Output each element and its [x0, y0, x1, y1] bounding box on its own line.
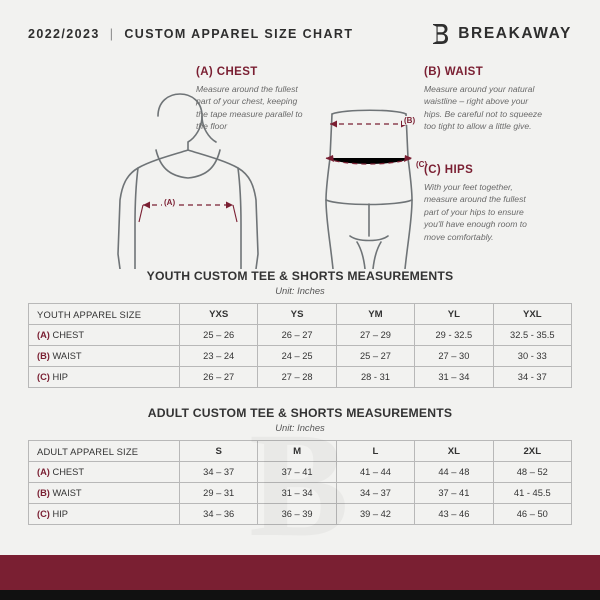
youth-r1-c1: 24 – 25 — [258, 346, 336, 367]
youth-size-table — [28, 303, 572, 388]
youth-r2-c0: 26 – 27 — [180, 367, 258, 388]
youth-r2-c4: 34 - 37 — [493, 367, 571, 388]
adult-r2-c1: 36 – 39 — [258, 504, 336, 525]
youth-row-2-code: (C) — [37, 372, 50, 382]
youth-r2-c2: 28 - 31 — [336, 367, 414, 388]
youth-r2-c3: 31 – 34 — [415, 367, 493, 388]
adult-row-2-code: (C) — [37, 509, 50, 519]
youth-table-title: YOUTH CUSTOM TEE & SHORTS MEASUREMENTS — [146, 269, 454, 283]
adult-r2-c4: 46 – 50 — [493, 504, 571, 525]
youth-r1-c0: 23 – 24 — [180, 346, 258, 367]
table-row — [29, 346, 572, 367]
adult-r2-c3: 43 – 46 — [415, 504, 493, 525]
callout-waist — [424, 66, 542, 133]
youth-r0-c2: 27 – 29 — [336, 325, 414, 346]
marker-waist-tag: (B) — [404, 116, 416, 125]
adult-r0-c3: 44 – 48 — [415, 462, 493, 483]
youth-col-2: YM — [336, 304, 414, 325]
youth-row-0-code: (A) — [37, 330, 50, 340]
background-watermark — [0, 410, 600, 560]
youth-r2-c1: 27 – 28 — [258, 367, 336, 388]
adult-r1-c2: 34 – 37 — [336, 483, 414, 504]
marker-chest-tag: (A) — [164, 198, 176, 207]
callout-hips-title: (C) HIPS — [424, 164, 474, 176]
brand-name: BREAKAWAY — [458, 25, 572, 42]
adult-col-3: XL — [415, 441, 493, 462]
callout-waist-title: (B) WAIST — [424, 66, 484, 78]
header-separator: | — [109, 27, 115, 41]
adult-row-1-name: WAIST — [52, 488, 82, 498]
adult-row-0-name: CHEST — [52, 467, 85, 477]
table-row — [29, 367, 572, 388]
header-title-group — [28, 27, 353, 41]
youth-r0-c4: 32.5 - 35.5 — [493, 325, 571, 346]
callout-waist-body: Measure around your natural waistline – right above your hips. Be careful not to squeeze too tight to allow a little give. — [424, 84, 543, 132]
youth-row-2-name: HIP — [52, 372, 68, 382]
youth-row-2-label — [29, 367, 180, 388]
adult-col-2: L — [336, 441, 414, 462]
adult-col-4: 2XL — [493, 441, 571, 462]
adult-r1-c0: 29 – 31 — [180, 483, 258, 504]
adult-r1-c1: 31 – 34 — [258, 483, 336, 504]
brand-lockup — [429, 22, 572, 46]
callout-chest — [196, 66, 306, 133]
adult-col-0: S — [180, 441, 258, 462]
breakaway-b-logo-icon — [429, 22, 449, 46]
youth-row-1-name: WAIST — [52, 351, 82, 361]
adult-r2-c2: 39 – 42 — [336, 504, 414, 525]
callout-chest-title: (A) CHEST — [196, 66, 258, 78]
youth-row-1-code: (B) — [37, 351, 50, 361]
adult-r2-c0: 34 – 36 — [180, 504, 258, 525]
measurement-diagram — [10, 54, 590, 269]
youth-col-3: YL — [415, 304, 493, 325]
youth-r0-c1: 26 – 27 — [258, 325, 336, 346]
adult-row-2-name: HIP — [52, 509, 68, 519]
season-label: 2022/2023 — [28, 27, 100, 41]
youth-row-0-name: CHEST — [52, 330, 85, 340]
adult-row-0-code: (A) — [37, 467, 50, 477]
adult-r0-c1: 37 – 41 — [258, 462, 336, 483]
youth-col-1: YS — [258, 304, 336, 325]
youth-r0-c3: 29 - 32.5 — [415, 325, 493, 346]
youth-row-0-label — [29, 325, 180, 346]
adult-row-1-code: (B) — [37, 488, 50, 498]
adult-table-subtitle: Unit: Inches — [275, 422, 325, 433]
adult-r1-c3: 37 – 41 — [415, 483, 493, 504]
adult-header-label: ADULT APPAREL SIZE — [29, 441, 180, 462]
youth-col-4: YXL — [493, 304, 571, 325]
table-header-row — [29, 304, 572, 325]
adult-r1-c4: 41 - 45.5 — [493, 483, 571, 504]
youth-header-label: YOUTH APPAREL SIZE — [29, 304, 180, 325]
youth-row-1-label — [29, 346, 180, 367]
callout-hips-body: With your feet together, measure around the fullest part of your hips to ensure you'll have enough room to move comfortably. — [424, 182, 527, 242]
footer-black-bar — [0, 590, 600, 600]
adult-table-title: ADULT CUSTOM TEE & SHORTS MEASUREMENTS — [147, 406, 453, 420]
adult-r0-c0: 34 – 37 — [180, 462, 258, 483]
adult-r0-c4: 48 – 52 — [493, 462, 571, 483]
youth-table-subtitle: Unit: Inches — [275, 285, 325, 296]
youth-r0-c0: 25 – 26 — [180, 325, 258, 346]
callout-chest-body: Measure around the fullest part of your chest, keeping the tape measure parallel to the floor — [196, 84, 303, 132]
adult-col-1: M — [258, 441, 336, 462]
youth-r1-c3: 27 – 30 — [415, 346, 493, 367]
marker-hips-tag: (C) — [416, 160, 428, 169]
youth-col-0: YXS — [180, 304, 258, 325]
youth-r1-c2: 25 – 27 — [336, 346, 414, 367]
youth-r1-c4: 30 - 33 — [493, 346, 571, 367]
table-row — [29, 325, 572, 346]
adult-r0-c2: 41 – 44 — [336, 462, 414, 483]
page-title: CUSTOM APPAREL SIZE CHART — [124, 27, 354, 41]
callout-hips — [424, 164, 542, 243]
youth-section — [28, 269, 572, 388]
page-header — [0, 0, 600, 54]
